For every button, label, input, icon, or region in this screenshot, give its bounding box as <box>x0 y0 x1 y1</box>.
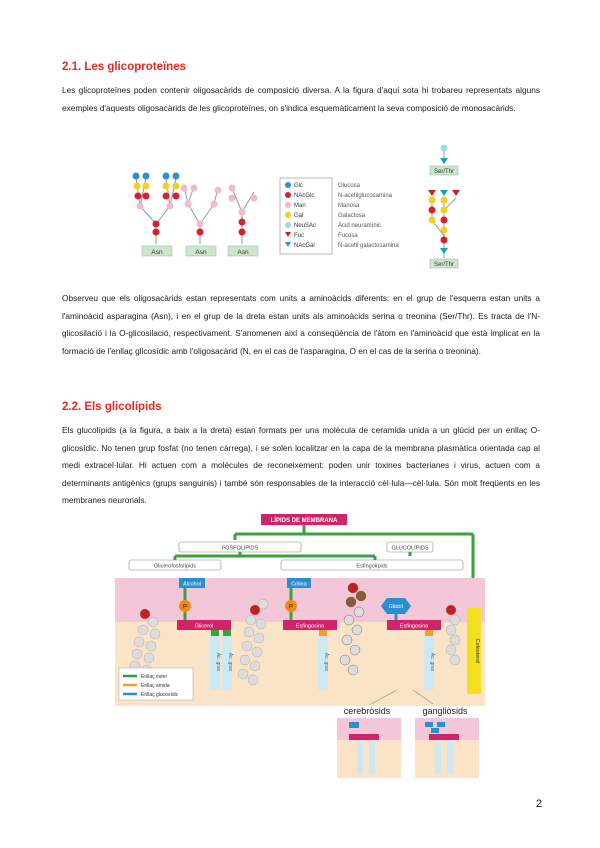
asn-label: Asn <box>195 249 207 256</box>
svg-text:Enllaç glucosídic: Enllaç glucosídic <box>141 692 179 698</box>
svg-text:Man: Man <box>294 203 306 209</box>
gangliosids-label: gangliòsids <box>422 706 468 716</box>
ser-thr-label: Ser/Thr <box>433 262 455 268</box>
oligosaccharide-structures-ser-thr <box>428 145 460 269</box>
svg-text:Enllaç èster: Enllaç èster <box>141 674 168 680</box>
svg-text:Enllaç amida: Enllaç amida <box>141 683 170 689</box>
svg-text:Fucosa: Fucosa <box>338 233 358 239</box>
svg-text:Manosa: Manosa <box>338 203 360 209</box>
alcohol-label: Alcohol <box>182 581 202 588</box>
svg-text:Àcid neuramínic: Àcid neuramínic <box>338 223 382 229</box>
svg-text:Glucosa: Glucosa <box>338 183 361 189</box>
cerebroside-diagram <box>337 718 401 778</box>
phosphate-label: P <box>288 604 294 611</box>
esfingosina-label: Esfingosina <box>399 623 429 630</box>
glucid-label: Glúcid <box>388 604 404 610</box>
paragraph-glicoproteines-intro: Les glicoproteïnes poden contenir oligosacàrids de composició diversa. A la figura d'aquí sota hi trobareu representats alguns exemples d'aquests oligosacàrids de les glicoproteïnes, on s'indica esquemàticament la seva composició de monosacàrids. <box>62 85 540 113</box>
ser-thr-label: Ser/Thr <box>433 169 455 175</box>
svg-text:N-acetil galactosamina: N-acetil galactosamina <box>338 243 399 249</box>
svg-text:Gal: Gal <box>294 213 304 219</box>
svg-text:Galactosa: Galactosa <box>338 213 366 219</box>
svg-text:N-acetilglucosamina: N-acetilglucosamina <box>338 193 393 199</box>
monosaccharide-legend <box>280 178 399 254</box>
glicerol-label: Glicerol <box>194 623 214 630</box>
fatty-acid-label: Àc. gras <box>323 652 329 672</box>
asn-anchor-labels <box>142 246 258 256</box>
ganglioside-diagram <box>415 718 479 778</box>
esfingolipids-label: Esfingolípids <box>356 563 388 570</box>
fatty-acid-label: Àc. gras <box>429 652 435 672</box>
svg-text:Glc: Glc <box>294 183 303 189</box>
svg-text:NAcGlc: NAcGlc <box>294 193 315 199</box>
section-heading-glicoproteines: 2.1. Les glicoproteïnes <box>62 61 186 73</box>
colesterol-label: Colesterol <box>474 638 480 664</box>
asn-label: Asn <box>151 249 163 256</box>
phosphate-label: P <box>182 604 188 611</box>
svg-text:NeuSAc: NeuSAc <box>294 223 317 229</box>
glycoprotein-figure <box>120 140 490 275</box>
fatty-acid-label: Àc. gras <box>227 652 233 672</box>
fosfolipids-label: FOSFOLÍPIDS <box>221 545 259 552</box>
section-heading-glicolipids: 2.2. Els glicolípids <box>62 401 162 413</box>
membrane-lipids-figure <box>115 512 495 782</box>
bond-legend <box>119 668 193 700</box>
colina-label: Colina <box>291 581 307 588</box>
paragraph-glicosilacio: Observeu que els oligosacàrids estan representats com units a aminoàcids diferents: en el grup de l'esquerra estan units a l'aminoàcid asparagina (Asn), i en el grup de la dreta estan units als aminoàcids serina o treonina (Ser/Thr). Es tracta de l'N-glicosilació i la O-glicosilació, respectivament. S'anomenen així a conseqüència de l'àtom en l'aminoàcid que està implicat en la formació de l'enllaç glicosídic amb l'oligosacàrid (N, en el cas de l'asparagina, O en el cas de la serina o treonina). <box>62 293 540 356</box>
paragraph-glicolipids: Els glucolípids (a la figura, a baix a la dreta) estan formats per una molècula de ceramida unida a un glúcid per un enllaç O-glicosídic. No tenen grup fosfat (no tenen càrrega), i se solen localitzar en la capa de la membrana plasmàtica orientada cap al medi extracel·lular. Hi actuen com a molècules de reconeixement: poden unir toxines bacterianes i virus, actuen com a determinants antigènics (grups sanguinis) i també són responsables de la interacció cèl·lula—cèl·lula. Són molt freqüents en les membranes neuronals. <box>62 425 540 506</box>
asn-label: Asn <box>237 249 249 256</box>
figure-title: LÍPIDS DE MEMBRANA <box>270 518 338 524</box>
svg-text:Fuc: Fuc <box>294 233 305 239</box>
svg-text:NAcGal: NAcGal <box>294 243 315 249</box>
glucolipids-label: GLUCOLÍPIDS <box>391 545 429 552</box>
esfingosina-label: Esfingosina <box>295 623 325 630</box>
cerebrosids-label: cerebròsids <box>343 706 391 716</box>
glicerofosfolipids-label: Glicerofosfolípids <box>153 563 197 570</box>
fatty-acid-label: Àc. gras <box>215 652 221 672</box>
page-number: 2 <box>535 798 542 810</box>
